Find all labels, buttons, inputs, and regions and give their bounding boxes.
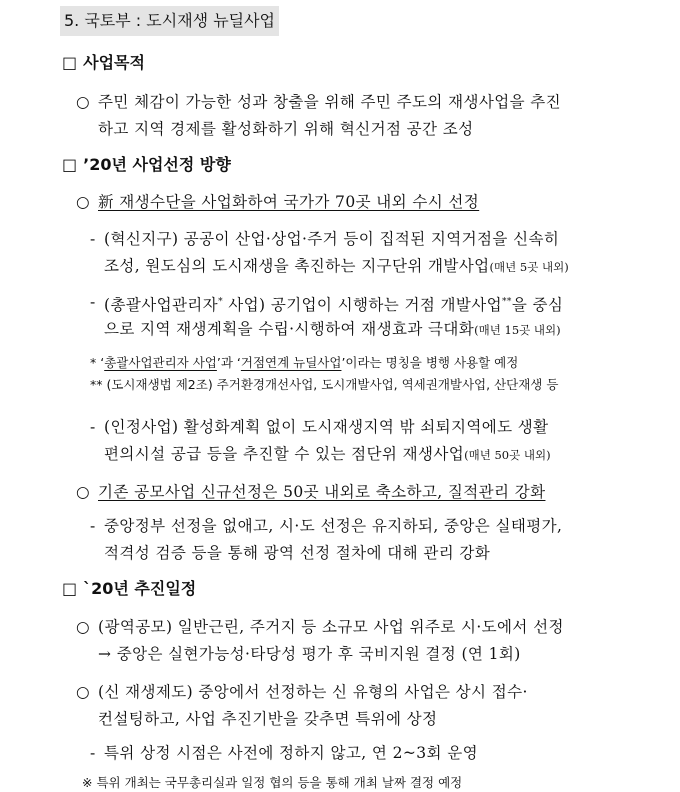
reference-mark-icon: ※	[82, 775, 93, 790]
central-govt-line1: 중앙정부 선정을 없애고, 시·도 선정은 유지하되, 중앙은 실태평가,	[104, 517, 563, 535]
innovation-district-line2: 조성, 원도심의 도시재생을 촉진하는 지구단위 개발사업(매년 5곳 내외)	[104, 257, 569, 275]
checkbox-bullet-icon: □	[62, 155, 78, 174]
schedule-bullet1-line2: → 중앙은 실현가능성·타당성 평가 후 국비지원 결정 (연 1회)	[98, 645, 521, 663]
page-title: 5. 국토부 : 도시재생 뉴딜사업	[60, 6, 279, 36]
purpose-text-line2: 하고 지역 경제를 활성화하기 위해 혁신거점 공간 조성	[98, 120, 474, 138]
schedule-dash1: 특위 상정 시점은 사전에 정하지 않고, 연 2~3회 운영	[104, 744, 478, 762]
general-manager-line2: 으로 지역 재생계획을 수립·시행하여 재생효과 극대화(매년 15곳 내외)	[104, 320, 561, 338]
circle-bullet-icon: ○	[76, 193, 90, 211]
footnote-double-star: ** (도시재생법 제2조) 주거환경개선사업, 도시개발사업, 역세권개발사업, 산단재생 등	[90, 377, 559, 392]
section-heading-selection: □ ’20년 사업선정 방향	[62, 155, 231, 174]
circle-bullet-icon: ○	[76, 618, 90, 636]
central-govt-line2: 적격성 검증 등을 통해 광역 선정 절차에 대해 관리 강화	[104, 544, 491, 562]
section-heading-purpose: □ 사업목적	[62, 53, 145, 72]
section-heading-schedule: □ `20년 추진일정	[62, 579, 197, 598]
dash-bullet-icon: -	[90, 230, 96, 248]
schedule-bullet2-line1: (신 재생제도) 중앙에서 선정하는 신 유형의 사업은 상시 접수·	[98, 683, 528, 701]
checkbox-bullet-icon: □	[62, 53, 78, 72]
dash-bullet-icon: -	[90, 517, 96, 535]
schedule-bullet1-line1: (광역공모) 일반근린, 주거지 등 소규모 사업 위주로 시·도에서 선정	[98, 618, 564, 636]
schedule-bullet2-line2: 컨설팅하고, 사업 추진기반을 갖추면 특위에 상정	[98, 710, 438, 728]
recognized-project-line2: 편의시설 공급 등을 추진할 수 있는 점단위 재생사업(매년 50곳 내외)	[104, 445, 551, 463]
checkbox-bullet-icon: □	[62, 579, 78, 598]
circle-bullet-icon: ○	[76, 93, 90, 111]
dash-bullet-icon: -	[90, 418, 96, 436]
circle-bullet-icon: ○	[76, 483, 90, 501]
reference-note: ※ 특위 개최는 국무총리실과 일정 협의 등을 통해 개최 날짜 결정 예정	[82, 775, 463, 790]
footnote-star: * ‘총괄사업관리자 사업’과 ‘거점연계 뉴딜사업’이라는 명칭을 병행 사용할 예정	[90, 355, 519, 370]
recognized-project-line1: (인정사업) 활성화계획 없이 도시재생지역 밖 쇠퇴지역에도 생활	[104, 418, 549, 436]
general-manager-line1: (총괄사업관리자* 사업) 공기업이 시행하는 거점 개발사업**을 중심	[104, 296, 564, 315]
circle-bullet-icon: ○	[76, 683, 90, 701]
dash-bullet-icon: -	[90, 293, 96, 311]
selection-bullet1: 新 재생수단을 사업화하여 국가가 70곳 내외 수시 선정	[98, 193, 480, 211]
selection-bullet2: 기존 공모사업 신규선정은 50곳 내외로 축소하고, 질적관리 강화	[98, 483, 546, 501]
purpose-text-line1: 주민 체감이 가능한 성과 창출을 위해 주민 주도의 재생사업을 추진	[98, 93, 562, 111]
dash-bullet-icon: -	[90, 744, 96, 762]
innovation-district-line1: (혁신지구) 공공이 산업·상업·주거 등이 집적된 지역거점을 신속히	[104, 230, 560, 248]
